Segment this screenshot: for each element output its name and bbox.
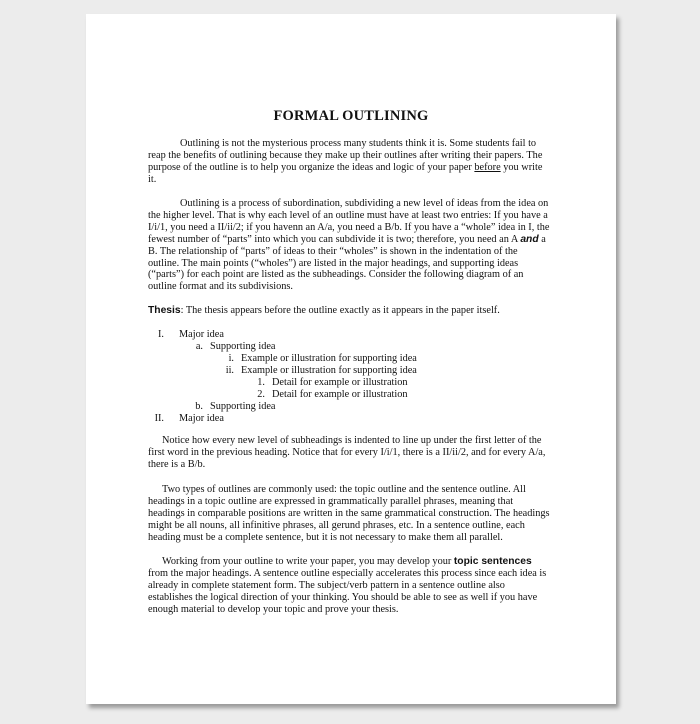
outline-number: a. <box>195 341 203 352</box>
emphasized-word: and <box>520 233 539 245</box>
paragraph-text: Notice how every new level of subheadings is indented to line up under the first letter of the first word in the previous heading. Notice that for every I/i/1, there is a II/ii/2, and for every A/a, there is a B/b. <box>148 435 546 470</box>
outline-text: Detail for example or illustration <box>272 377 408 388</box>
outline-item <box>148 365 568 377</box>
paragraph-subordination <box>148 198 550 293</box>
outline-number: b. <box>195 401 203 412</box>
outline-item <box>148 389 568 401</box>
paragraph-text: Two types of outlines are commonly used: the topic outline and the sentence outline. All headings in a topic outline are expressed in grammatically parallel phrases, meaning that headings in comparable positions are written in the same grammatical construction. The headings might be all nouns, all infinitive phrases, all gerund phrases, etc. In a sentence outline, each heading must be a complete sentence, but it is not necessary to make them all parallel. <box>148 484 550 543</box>
outline-number: ii. <box>225 365 234 376</box>
outline-item <box>148 401 568 413</box>
outline-text: Example or illustration for supporting idea <box>241 353 417 364</box>
paragraph-intro <box>148 138 550 186</box>
document-title: FORMAL OUTLINING <box>273 108 429 124</box>
paragraph-outline-types <box>148 484 550 544</box>
outline-number: 2. <box>257 389 265 400</box>
underlined-word: before <box>474 161 501 173</box>
paragraph-text: you write it. <box>148 161 543 185</box>
thesis-line <box>148 305 550 317</box>
outline-number: II. <box>154 413 164 424</box>
outline-text: Example or illustration for supporting idea <box>241 365 417 376</box>
outline-number: i. <box>228 353 234 364</box>
bold-phrase: topic sentences <box>453 556 532 567</box>
outline-item <box>148 353 568 365</box>
outline-item <box>148 413 568 425</box>
outline-text: Major idea <box>179 329 224 340</box>
outline-diagram <box>148 329 568 425</box>
paragraph-text: Outlining is not the mysterious process many students think it is. Some students fail to reap the benefits of outlining because they make up their outlines after writing their papers. The purpose of the outline is to help you organize the ideas and logic of your paper <box>148 138 543 173</box>
outline-item <box>148 377 568 389</box>
paragraph-text: from the major headings. A sentence outline especially accelerates this process since each idea is already in complete statement form. The subject/verb pattern in a sentence outline also establishes the logical direction of your thinking. You should be able to see as well if you have enough material to develop your topic and prove your thesis. <box>148 567 547 615</box>
outline-text: Supporting idea <box>210 341 276 352</box>
outline-item <box>148 341 568 353</box>
outline-text: Supporting idea <box>210 401 276 412</box>
thesis-text: : The thesis appears before the outline exactly as it appears in the paper itself. <box>180 305 500 316</box>
outline-number: 1. <box>257 377 265 388</box>
outline-text: Detail for example or illustration <box>272 389 408 400</box>
paragraph-text: a B. The relationship of “parts” of ideas to their “wholes” is shown in the indentation of the outline. The main points (“wholes”) are listed in the major headings, and supporting ideas (“parts”) for each point are listed as the subheadings. Consider the following diagram of an outline format and its subdivisions. <box>148 233 546 293</box>
outline-item <box>148 329 568 341</box>
outline-number: I. <box>157 329 164 340</box>
paragraph-text: Outlining is a process of subordination, subdividing a new level of ideas from the idea on the higher level. That is why each level of an outline must have at least two entries: If you have a I/i/1, you need a II/ii/2; if you havenn an A/a, you need a B/b. If you have a “whole” idea in I, the fewest number of “parts” into which you can subdivide it is two; therefore, you need an A <box>148 198 550 245</box>
thesis-label: Thesis <box>148 305 181 316</box>
paragraph-text: Working from your outline to write your paper, you may develop your <box>162 556 454 567</box>
paragraph-working <box>148 556 550 616</box>
outline-text: Major idea <box>179 413 224 424</box>
paragraph-notice <box>148 435 550 471</box>
document-page <box>86 14 616 704</box>
